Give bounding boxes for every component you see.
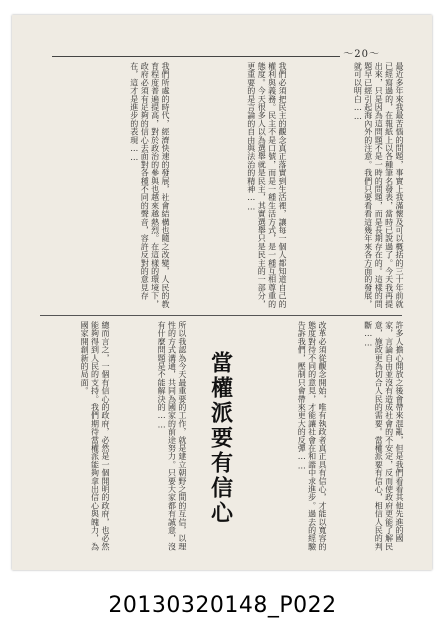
image-caption: 20130320148_P022 (108, 593, 337, 618)
article-title: 當權派要有信心 (207, 350, 233, 526)
section-divider (40, 315, 402, 316)
bottom-text-block (36, 321, 404, 555)
header-rule (52, 56, 340, 57)
article-title-area (190, 321, 250, 555)
document-page (12, 15, 432, 570)
text-column: 最近多年來我最苦惱的問題，事實上我滿懷及可以概括的三十年前就已經寫過的，在報紙上以各種筆名發表，當時已說過了。今天我再提出來，只是因為這問題不是一時的問題，而是長期存在的。這樣的問題早已經引起海內外的注意。我們只要看看這幾年來各方面的發展，就可以明白…… (353, 62, 404, 308)
text-column: 我們所處的時代，經濟快速的發展，社會結構也隨之改變，人民的教育程度普遍提高，對於政治的參與也越來越熱烈。在這樣的環境下，政府必須有足夠的信心去面對各種不同的聲音，容許反對的意見存在，這才是進步的表現…… (129, 62, 170, 308)
text-column: 改革必須從觀念開始，唯有執政者真正具有信心，才能以寬容的態度對待不同的意見，才能讓社會在和諧中求進步。過去的經驗告訴我們，壓制只會帶來更大的反彈…… (297, 321, 328, 551)
top-text-block (36, 62, 404, 310)
text-column: 總而言之，一個有信心的政府，必然是一個開明的政府，也必然能夠得到人民的支持。我們期待當權派能夠拿出信心與魄力，為國家開創新的局面。 (80, 321, 110, 551)
text-column: 許多人擔心開放之後會帶來混亂，但是我們看看其他先進的國家，言論自由並沒有造成社會的不安定，反而使政府更能了解民意，施政更為切合人民的需要。當權派要有信心，相信人民的判斷…… (363, 321, 404, 551)
text-column: 我們必須把民主的觀念真正落實到生活裡，讓每一個人都知道自己的權利與義務。民主不是口號，而是一種生活方式，是一種互相尊重的態度。今天很多人以為選舉就是民主，其實選舉只是民主的一部分，更重要的是言論的自由與法治的精神…… (246, 62, 287, 308)
page-number: ～20～ (343, 49, 380, 60)
text-column: 所以我認為今天最重要的工作，就是建立朝野之間的互信，以理性的方式溝通，共同為國家的前途努力。只要大家都有誠意，沒有什麼問題是不能解決的…… (157, 321, 187, 551)
